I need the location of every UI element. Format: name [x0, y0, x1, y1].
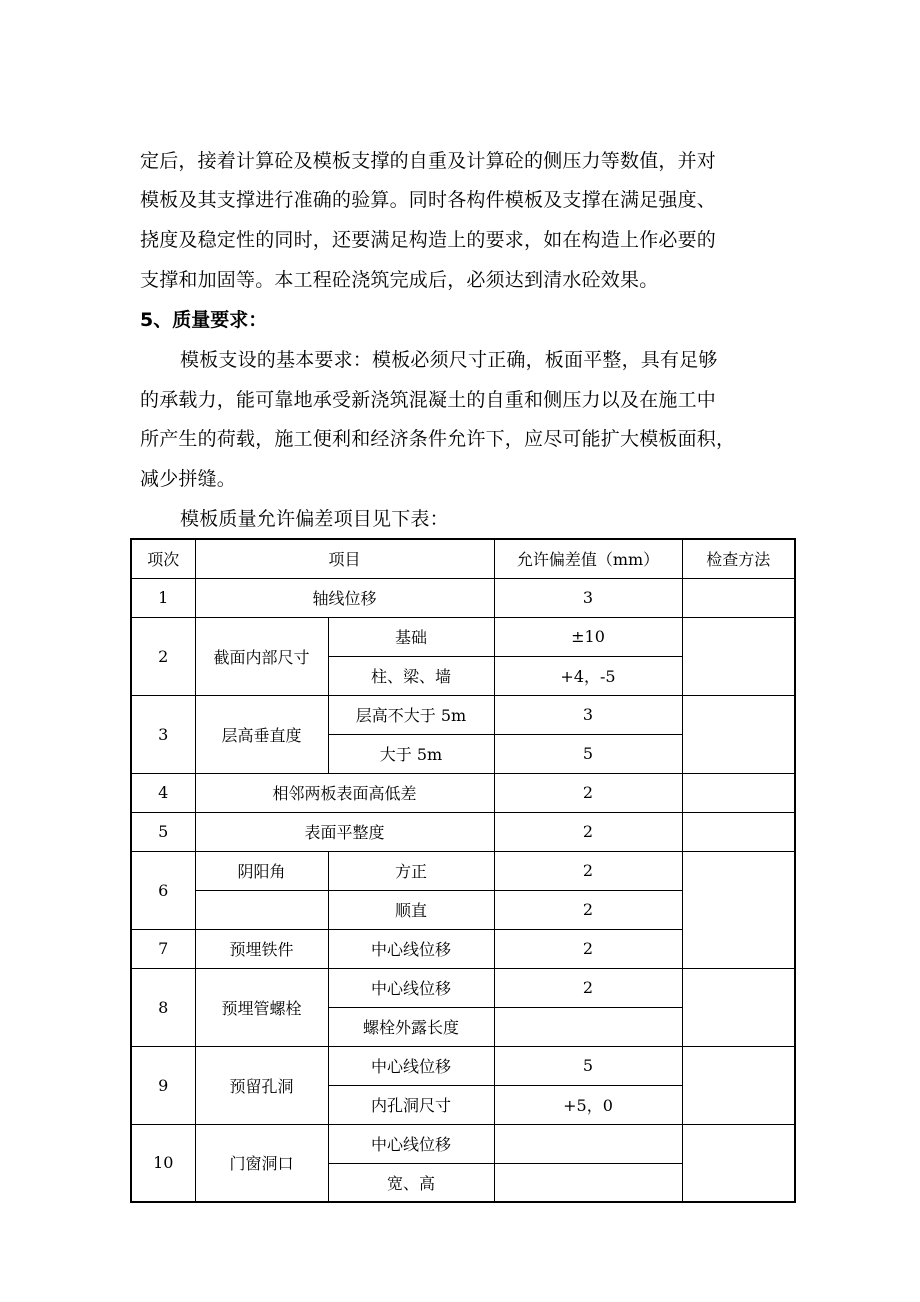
row-value: 2 [494, 851, 682, 890]
text-line: 挠度及稳定性的同时，还要满足构造上的要求，如在构造上作必要的 [140, 229, 717, 251]
row-value: 2 [494, 812, 682, 851]
row-value: 2 [494, 890, 682, 929]
row-item: 轴线位移 [195, 578, 494, 617]
row-method [682, 851, 795, 968]
text-line: 模板及其支撑进行准确的验算。同时各构件模板及支撑在满足强度、 [140, 189, 717, 211]
row-value [494, 1007, 682, 1046]
text-line: 定后，接着计算砼及模板支撑的自重及计算砼的侧压力等数值，并对 [140, 150, 717, 172]
table-header-row [131, 539, 795, 578]
row-value [494, 1124, 682, 1163]
row-no: 9 [131, 1046, 195, 1124]
row-value [494, 1163, 682, 1202]
section-heading: 5、质量要求： [140, 309, 268, 331]
row-sub-item: 中心线位移 [328, 1124, 494, 1163]
table-row [131, 1046, 795, 1085]
row-method [682, 1046, 795, 1124]
header-tolerance: 允许偏差值（mm） [494, 539, 682, 578]
row-sub-item: 中心线位移 [328, 929, 494, 968]
row-value: 2 [494, 968, 682, 1007]
row-value: 2 [494, 773, 682, 812]
row-no: 3 [131, 695, 195, 773]
text-line: 支撑和加固等。本工程砼浇筑完成后，必须达到清水砼效果。 [140, 269, 659, 291]
row-value: 3 [494, 578, 682, 617]
row-no: 2 [131, 617, 195, 695]
row-value: +4，-5 [494, 656, 682, 695]
text-line: 减少拼缝。 [140, 468, 237, 490]
row-value: 2 [494, 929, 682, 968]
text-line: 所产生的荷载，施工便利和经济条件允许下，应尽可能扩大模板面积， [140, 428, 736, 450]
row-method [682, 1124, 795, 1202]
row-item: 预埋管螺栓 [195, 968, 328, 1046]
table-caption: 模板质量允许偏差项目见下表： [180, 508, 449, 530]
row-item: 层高垂直度 [195, 695, 328, 773]
text-line: 的承载力，能可靠地承受新浇筑混凝土的自重和侧压力以及在施工中 [140, 389, 717, 411]
row-value: 5 [494, 1046, 682, 1085]
row-value: +5，0 [494, 1085, 682, 1124]
text-line: 模板支设的基本要求：模板必须尺寸正确，板面平整，具有足够 [180, 349, 718, 371]
row-item: 截面内部尺寸 [195, 617, 328, 695]
row-item: 预埋铁件 [195, 929, 328, 968]
row-item: 预留孔洞 [195, 1046, 328, 1124]
row-method [682, 812, 795, 851]
row-item-empty [195, 890, 328, 929]
row-sub-item: 层高不大于 5m [328, 695, 494, 734]
row-sub-item: 大于 5m [328, 734, 494, 773]
table-row [131, 617, 795, 656]
row-sub-item: 柱、梁、墙 [328, 656, 494, 695]
quality-tolerance-table [130, 538, 796, 1203]
table-row [131, 968, 795, 1007]
row-sub-item: 中心线位移 [328, 968, 494, 1007]
table-row [131, 851, 795, 890]
row-value: 3 [494, 695, 682, 734]
table-row [131, 773, 795, 812]
row-sub-item: 顺直 [328, 890, 494, 929]
row-sub-item: 内孔洞尺寸 [328, 1085, 494, 1124]
row-method [682, 695, 795, 773]
header-method: 检查方法 [682, 539, 795, 578]
row-method [682, 773, 795, 812]
row-value: ±10 [494, 617, 682, 656]
row-method [682, 617, 795, 695]
row-sub-item: 宽、高 [328, 1163, 494, 1202]
table-row [131, 1124, 795, 1163]
row-item: 门窗洞口 [195, 1124, 328, 1202]
row-sub-item: 中心线位移 [328, 1046, 494, 1085]
row-no: 8 [131, 968, 195, 1046]
row-sub-item: 螺栓外露长度 [328, 1007, 494, 1046]
row-method [682, 578, 795, 617]
row-no: 6 [131, 851, 195, 929]
header-item: 项目 [195, 539, 494, 578]
row-sub-item: 方正 [328, 851, 494, 890]
row-method [682, 968, 795, 1046]
row-no: 4 [131, 773, 195, 812]
table-row [131, 695, 795, 734]
row-no: 10 [131, 1124, 195, 1202]
row-no: 1 [131, 578, 195, 617]
row-no: 5 [131, 812, 195, 851]
row-sub-item: 基础 [328, 617, 494, 656]
table-row [131, 578, 795, 617]
row-item: 相邻两板表面高低差 [195, 773, 494, 812]
table-row [131, 812, 795, 851]
row-item: 阴阳角 [195, 851, 328, 890]
row-no: 7 [131, 929, 195, 968]
header-no: 项次 [131, 539, 195, 578]
row-item: 表面平整度 [195, 812, 494, 851]
row-value: 5 [494, 734, 682, 773]
